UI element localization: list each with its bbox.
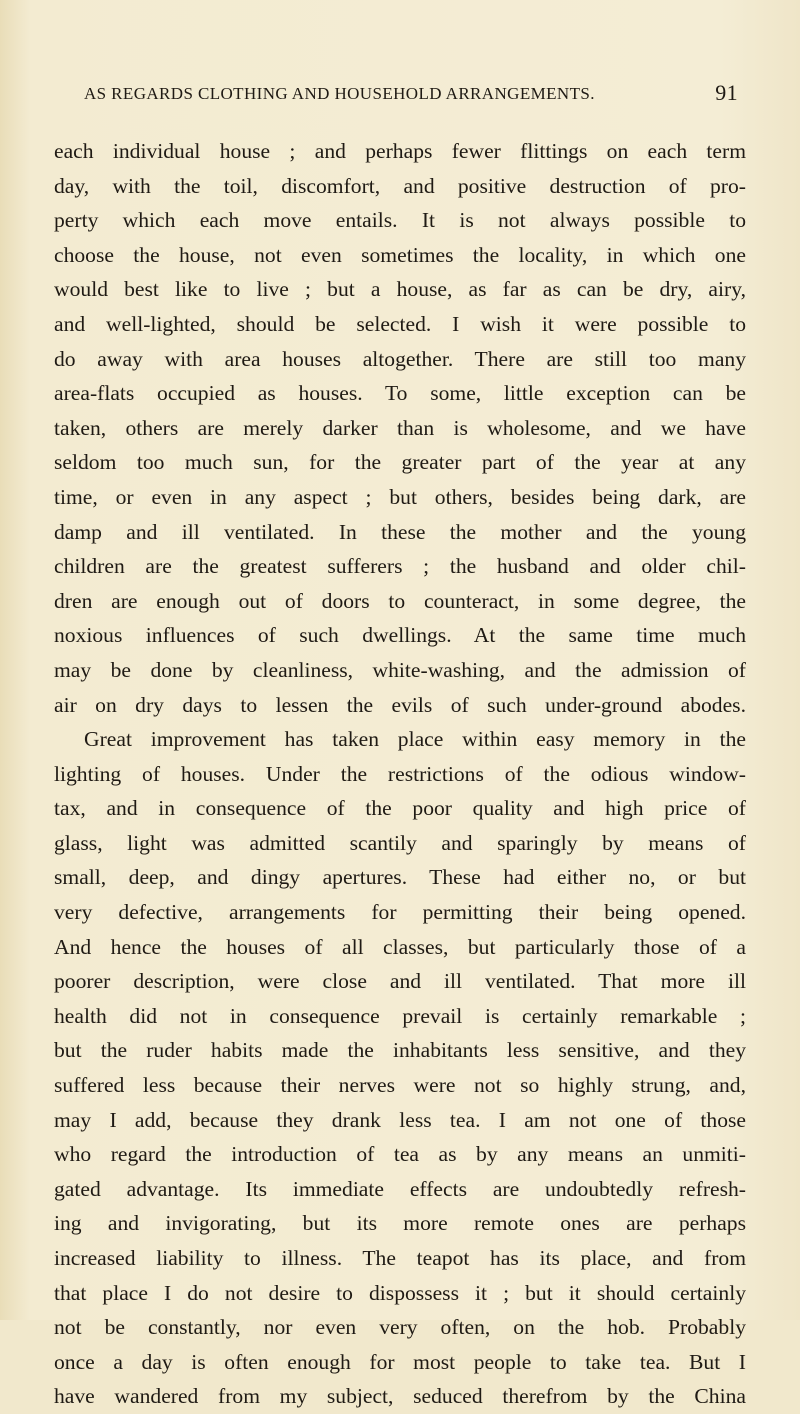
- text-line: who regard the introduction of tea as by any means an unmiti-: [54, 1142, 746, 1167]
- text-line: time, or even in any aspect ; but others, besides being dark, are: [54, 484, 746, 509]
- text-line: day, with the toil, discomfort, and positive destruction of pro-: [54, 173, 746, 198]
- text-line: lighting of houses. Under the restrictions of the odious window-: [54, 761, 746, 786]
- text-line: gated advantage. Its immediate effects are undoubtedly refresh-: [54, 1176, 746, 1201]
- text-line: tax, and in consequence of the poor quality and high price of: [54, 796, 746, 821]
- text-line: area-flats occupied as houses. To some, little exception can be: [54, 381, 746, 406]
- text-line: very defective, arrangements for permitting their being opened.: [54, 900, 746, 925]
- text-line: and well-lighted, should be selected. I wish it were possible to: [54, 311, 746, 336]
- text-line: each individual house ; and perhaps fewer flittings on each term: [54, 139, 746, 163]
- running-head: [84, 80, 744, 110]
- text-line: do away with area houses altogether. There are still too many: [54, 346, 746, 371]
- text-line: damp and ill ventilated. In these the mother and the young: [54, 519, 746, 544]
- page-number: 91: [715, 80, 738, 105]
- text-line: taken, others are merely darker than is wholesome, and we have: [54, 415, 746, 440]
- text-line: would best like to live ; but a house, as far as can be dry, airy,: [54, 277, 746, 302]
- text-line: ing and invigorating, but its more remote ones are perhaps: [54, 1211, 746, 1236]
- text-line: seldom too much sun, for the greater part of the year at any: [54, 450, 746, 475]
- text-line: perty which each move entails. It is not always possible to: [54, 208, 746, 233]
- text-line: increased liability to illness. The teapot has its place, and from: [54, 1246, 746, 1270]
- text-line: suffered less because their nerves were not so highly strung, and,: [54, 1073, 746, 1098]
- text-line: that place I do not desire to dispossess it ; but it should certainly: [54, 1280, 746, 1305]
- text-line: air on dry days to lessen the evils of such under-ground abodes.: [54, 692, 746, 717]
- text-line: may be done by cleanliness, white-washing, and the admission of: [54, 657, 746, 682]
- text-line: glass, light was admitted scantily and sparingly by means of: [54, 830, 746, 855]
- text-line: noxious influences of such dwellings. At the same time much: [54, 623, 746, 648]
- text-line: children are the greatest sufferers ; the husband and older chil-: [54, 554, 746, 579]
- running-title: AS REGARDS CLOTHING AND HOUSEHOLD ARRANGEMENTS.: [84, 84, 595, 103]
- text-line: And hence the houses of all classes, but particularly those of a: [54, 934, 746, 959]
- text-line: poorer description, were close and ill ventilated. That more ill: [54, 969, 746, 994]
- text-line: choose the house, not even sometimes the locality, in which one: [54, 242, 746, 267]
- text-line: small, deep, and dingy apertures. These had either no, or but: [54, 865, 746, 890]
- text-line: but the ruder habits made the inhabitants less sensitive, and they: [54, 1038, 746, 1063]
- text-line: health did not in consequence prevail is certainly remarkable ;: [54, 1003, 746, 1028]
- text-line: not be constantly, nor even very often, on the hob. Probably: [54, 1315, 746, 1340]
- text-line: have wandered from my subject, seduced therefrom by the China: [54, 1384, 746, 1409]
- body-text: [54, 134, 746, 1414]
- text-line: dren are enough out of doors to counteract, in some degree, the: [54, 588, 746, 613]
- text-line: once a day is often enough for most people to take tea. But I: [54, 1349, 746, 1374]
- text-line: may I add, because they drank less tea. I am not one of those: [54, 1107, 746, 1132]
- paragraph-first-line: Great improvement has taken place within easy memory in the: [84, 727, 746, 752]
